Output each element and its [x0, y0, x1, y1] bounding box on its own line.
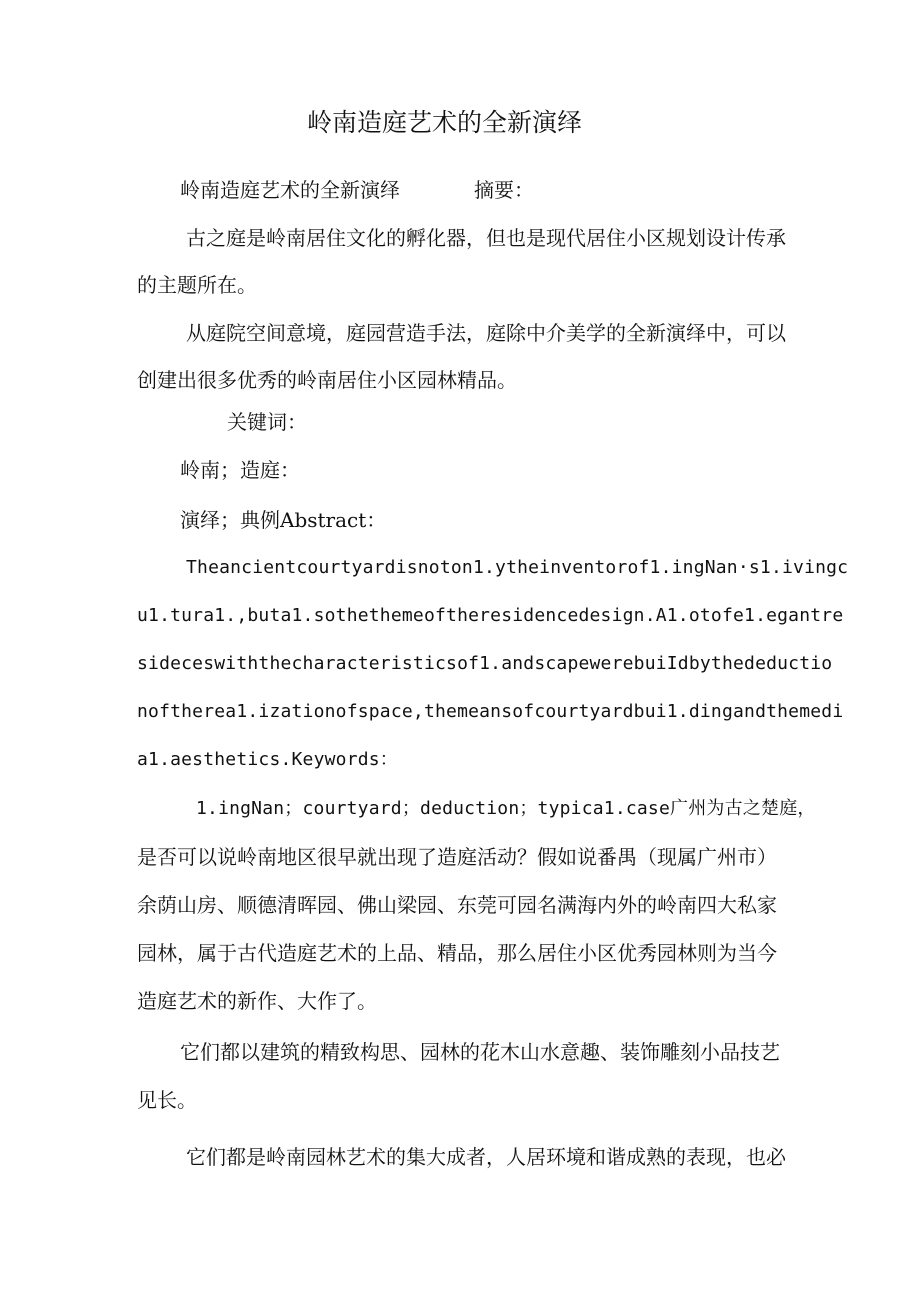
keywords-label: 关键词： — [227, 410, 307, 434]
keywords-line: 岭南；造庭： — [180, 458, 300, 482]
abstract-p2-line: 从庭院空间意境，庭园营造手法，庭除中介美学的全新演绎中，可以 — [186, 321, 786, 345]
abstract-label: 摘要： — [474, 178, 534, 202]
document-title: 岭南造庭艺术的全新演绎 — [307, 108, 583, 137]
body-p1-line: 园林，属于古代造庭艺术的上品、精品，那么居住小区优秀园林则为当今 — [137, 941, 777, 965]
english-abstract-line: a1.aesthetics.Keywords： — [137, 749, 399, 770]
abstract-p1-line: 古之庭是岭南居住文化的孵化器，但也是现代居住小区规划设计传承 — [186, 226, 786, 250]
abstract-p1-line: 的主题所在。 — [137, 273, 257, 297]
abstract-p2-line: 创建出很多优秀的岭南居住小区园林精品。 — [137, 368, 517, 392]
english-abstract-line: Theancientcourtyardisnoton1.ytheinventorof1.ingNan·s1.ivingc — [186, 557, 849, 578]
keywords-en-line: 1.ingNan；courtyard；deduction；typica1.case广州为古之楚庭， — [196, 798, 816, 819]
english-abstract-line: u1.tura1.,buta1.sothethemeoftheresidencedesign.A1.otofe1.egantre — [137, 605, 844, 626]
english-abstract-line: noftherea1.izationofspace,themeansofcourtyardbui1.dingandthemedi — [137, 701, 844, 722]
keywords-line: 演绎；典例Abstract： — [180, 508, 387, 532]
body-p1-line: 造庭艺术的新作、大作了。 — [137, 989, 377, 1013]
body-p2-line: 它们都以建筑的精致构思、园林的花木山水意趣、装饰雕刻小品技艺 — [180, 1040, 780, 1064]
body-p3-line: 它们都是岭南园林艺术的集大成者，人居环境和谐成熟的表现，也必 — [186, 1145, 786, 1169]
subtitle-title: 岭南造庭艺术的全新演绎 — [180, 178, 400, 202]
body-p1-line: 余荫山房、顺德清晖园、佛山梁园、东莞可园名满海内外的岭南四大私家 — [137, 893, 777, 917]
english-abstract-line: sideceswiththecharacteristicsof1.andscapewerebuiIdbythedeductio — [137, 653, 833, 674]
body-p2-line: 见长。 — [137, 1088, 197, 1112]
body-p1-line: 是否可以说岭南地区很早就出现了造庭活动？假如说番禺（现属广州市） — [137, 845, 777, 869]
